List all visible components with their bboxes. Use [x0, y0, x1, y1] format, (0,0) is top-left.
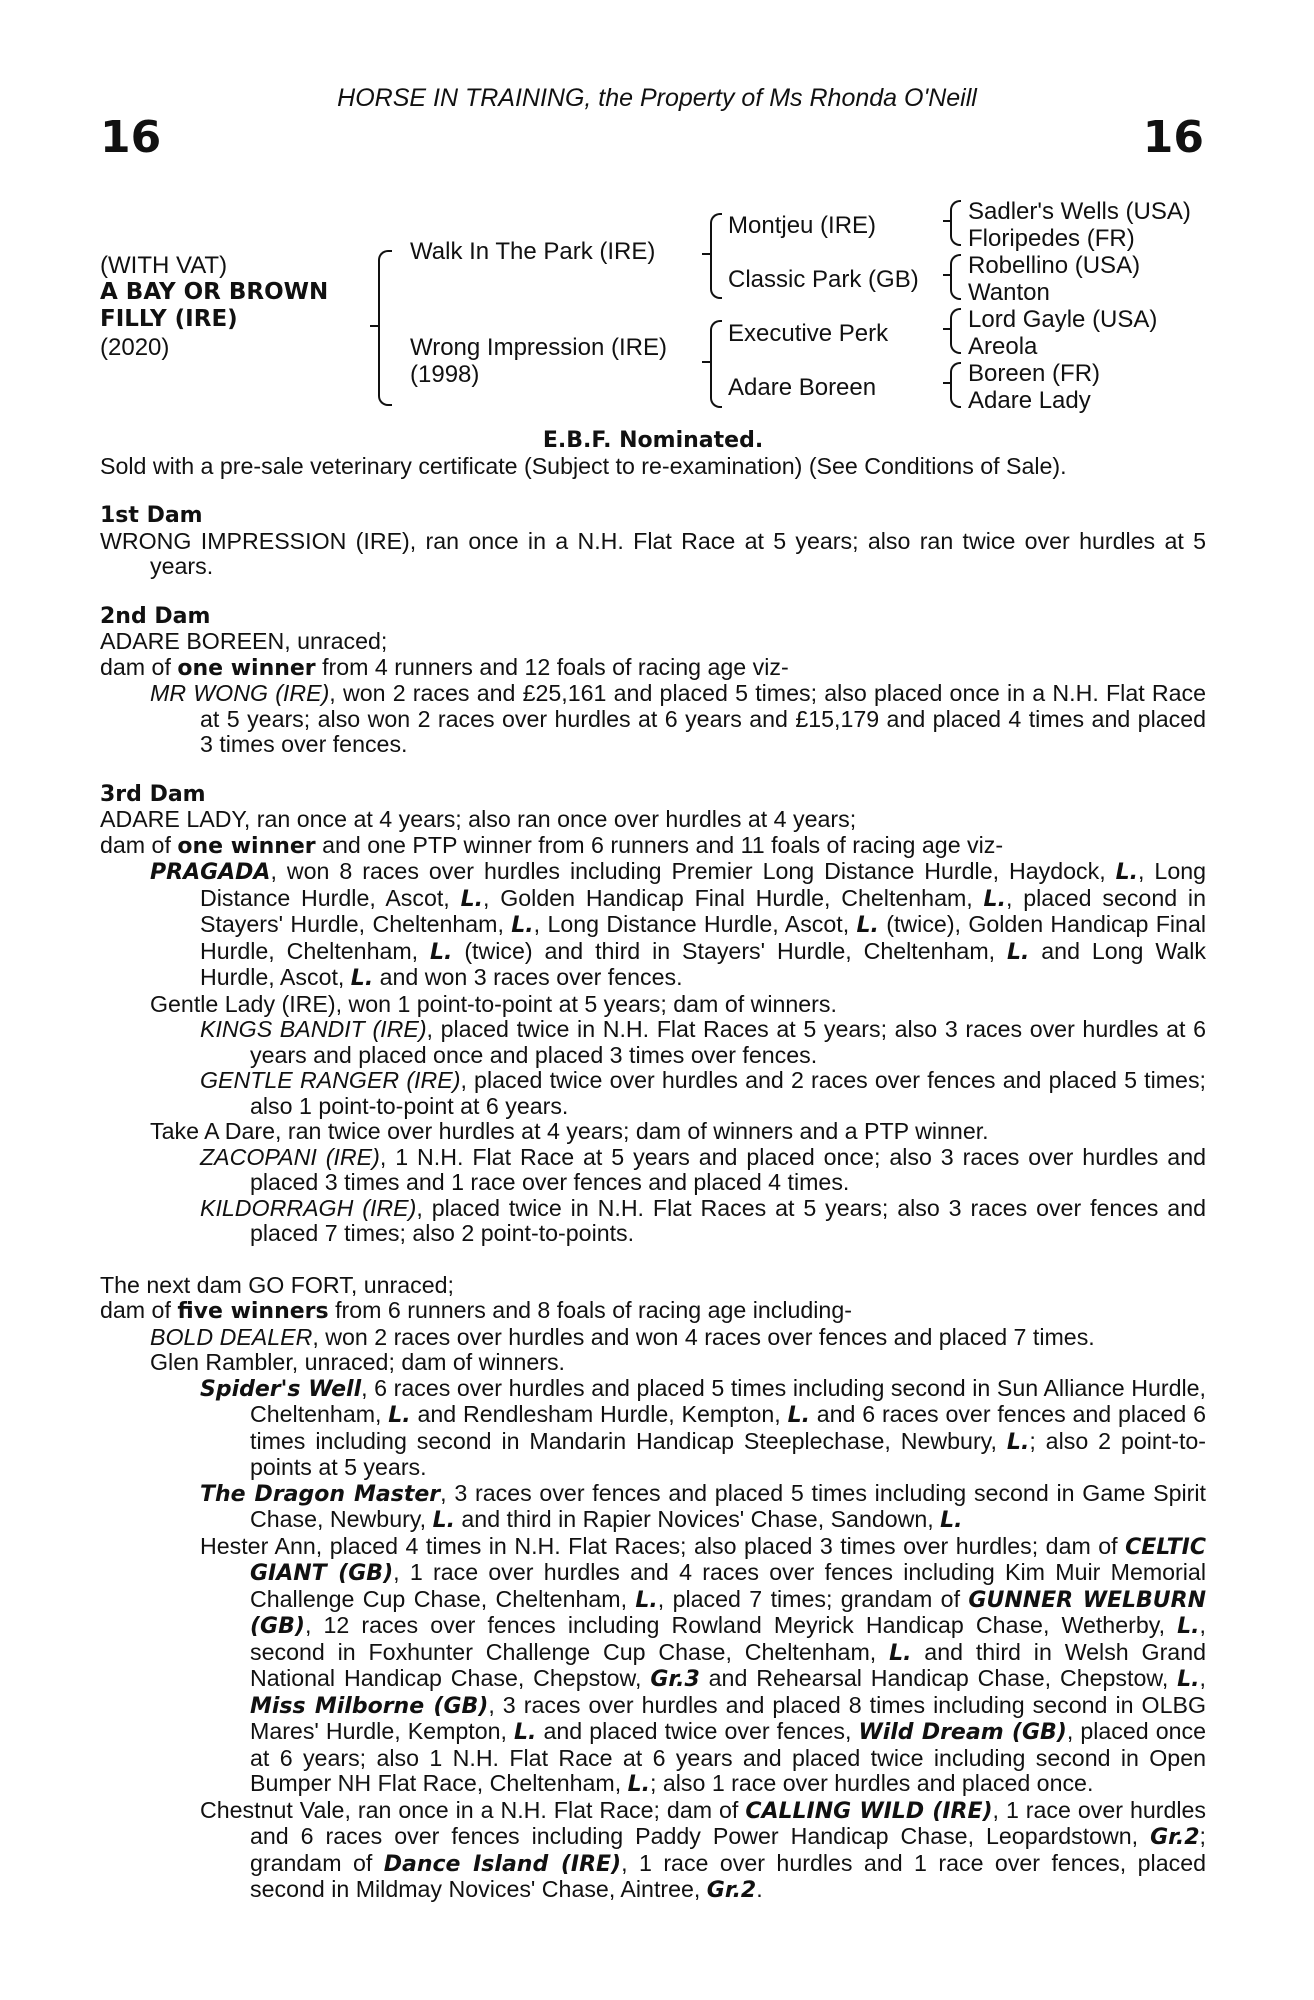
text-span: , 1 N.H. Flat Race at 5 years and placed once; also 3 races over hurdles and placed 3 times and 1 race over fences and placed 4 times.: [250, 1143, 1206, 1195]
pedigree-dam-year: (1998): [410, 361, 480, 388]
text-span: dam of: [100, 653, 178, 680]
horse-name-line1: A BAY OR BROWN: [100, 279, 329, 305]
pedigree-g3-1: Sadler's Wells (USA): [968, 198, 1191, 225]
progeny-kildorragh: [200, 1196, 1206, 1247]
first-dam-heading: 1st Dam: [100, 503, 203, 528]
pedigree-dam: Wrong Impression (IRE): [410, 334, 667, 361]
horse-name: CALLING WILD (IRE): [745, 1798, 993, 1824]
listed-mark: L.: [430, 939, 453, 965]
text-span: , 1 race over hurdles and 1 race over fences, placed second in Mildmay Novices' Chase, Aintree,: [250, 1849, 1206, 1902]
group-mark: Gr.3: [650, 1667, 700, 1692]
group-mark: Gr.2: [1150, 1825, 1200, 1850]
listed-mark: L.: [1006, 939, 1030, 965]
listed-mark: L.: [787, 1403, 810, 1428]
progeny-take-a-dare: Take A Dare, ran twice over hurdles at 4 years; dam of winners and a PTP winner.: [150, 1118, 989, 1144]
pedigree-brace-g3-3-tip: [943, 328, 951, 330]
progeny-kings-bandit: [200, 1017, 1206, 1068]
progeny-mr-wong: [150, 681, 1206, 758]
text-span: , won 8 races over hurdles including Premier Long Distance Hurdle, Haydock,: [270, 858, 1116, 884]
text-span: , won 2 races and £25,161 and placed 5 times; also placed once in a N.H. Flat Race at 5 years; also won 2 races over hurdles at 6 years and £15,179 and placed 4 times and placed 3 times over fences.: [200, 680, 1206, 757]
pedigree-g3-8: Adare Lady: [968, 387, 1091, 414]
text-span: , second in Foxhunter Challenge Cup Chase, Cheltenham,: [250, 1612, 1206, 1665]
progeny-zacopani: [200, 1145, 1206, 1196]
text-span: and Rendlesham Hurdle, Kempton,: [410, 1401, 788, 1427]
progeny-glen-rambler: Glen Rambler, unraced; dam of winners.: [150, 1349, 565, 1375]
pedigree-g3-7: Boreen (FR): [968, 360, 1101, 387]
pedigree-brace-g3-2-tip: [943, 274, 951, 276]
listed-mark: L.: [1006, 1429, 1030, 1455]
horse-name: GUNNER WELBURN (GB): [250, 1587, 1206, 1639]
text-span: and placed twice over fences,: [536, 1718, 859, 1744]
next-dam-line2: [100, 1298, 1206, 1325]
listed-mark: L.: [627, 1772, 650, 1797]
pedigree-sire: Walk In The Park (IRE): [410, 238, 656, 265]
horse-name: Spider's Well: [200, 1376, 362, 1402]
text-span: dam of: [100, 831, 178, 858]
group-mark: Gr.2: [706, 1878, 757, 1903]
winners-count: one winner: [177, 833, 316, 859]
pedigree-brace-dam-tip: [702, 361, 710, 363]
horse-name: ZACOPANI (IRE): [200, 1143, 380, 1170]
pedigree-g3-3: Robellino (USA): [968, 252, 1141, 279]
next-dam-line1: The next dam GO FORT, unraced;: [100, 1271, 454, 1298]
progeny-gentle-lady: Gentle Lady (IRE), won 1 point-to-point at 5 years; dam of winners.: [150, 990, 837, 1017]
first-dam-text: WRONG IMPRESSION (IRE), ran once in a N.H. Flat Race at 5 years; also ran twice over hurdles at 5 years.: [100, 527, 1206, 579]
second-dam-line2: [100, 655, 1206, 682]
text-span: , 12 races over fences including Rowland Meyrick Handicap Chase, Wetherby,: [304, 1612, 1178, 1638]
pedigree-g3-5: Lord Gayle (USA): [968, 306, 1158, 333]
horse-name: MR WONG (IRE): [150, 680, 330, 706]
pedigree-brace-main: [378, 250, 392, 406]
listed-mark: L.: [635, 1587, 658, 1613]
text-span: , placed 7 times; grandam of: [657, 1585, 969, 1612]
listed-mark: L.: [388, 1403, 411, 1428]
horse-name: KILDORRAGH (IRE): [200, 1194, 417, 1221]
text-span: and third in Rapier Novices' Chase, Sandown,: [454, 1506, 941, 1532]
pedigree-brace-main-tip: [370, 325, 378, 327]
text-span: and one PTP winner from 6 runners and 11 foals of racing age viz-: [315, 831, 1004, 858]
horse-name: Miss Milborne (GB): [250, 1693, 489, 1719]
third-dam-line1: ADARE LADY, ran once at 4 years; also ran once over hurdles at 4 years;: [100, 806, 857, 832]
listed-mark: L.: [511, 913, 534, 938]
winners-count: five winners: [177, 1299, 329, 1324]
pedigree-brace-sire-tip: [702, 253, 710, 255]
pedigree-dam-sire: Executive Perk: [728, 320, 889, 347]
progeny-dragon-master: [200, 1481, 1206, 1534]
second-dam-heading: 2nd Dam: [100, 603, 211, 629]
pedigree-brace-g3-1: [950, 200, 961, 246]
listed-mark: L.: [432, 1508, 455, 1533]
progeny-bold-dealer: [150, 1325, 1206, 1351]
pedigree-g3-6: Areola: [968, 333, 1038, 360]
progeny-pragada: [150, 859, 1206, 992]
pedigree-sire-sire: Montjeu (IRE): [728, 212, 877, 239]
pedigree-g3-2: Floripedes (FR): [968, 225, 1135, 252]
text-span: , placed second in Stayers' Hurdle, Cheltenham,: [200, 884, 1206, 937]
text-span: Chestnut Vale, ran once in a N.H. Flat Race; dam of: [200, 1796, 746, 1823]
text-span: and Long Walk Hurdle, Ascot,: [200, 937, 1207, 990]
horse-name: Wild Dream (GB): [858, 1720, 1067, 1745]
text-span: , Long Distance Hurdle, Ascot,: [200, 858, 1207, 911]
listed-mark: L.: [940, 1508, 963, 1533]
third-dam-heading: 3rd Dam: [100, 781, 206, 807]
pedigree-dam-dam: Adare Boreen: [728, 374, 877, 401]
pedigree-brace-g3-4-tip: [943, 382, 951, 384]
lot-number-right: 16: [1142, 112, 1204, 163]
horse-name: CELTIC GIANT (GB): [250, 1534, 1206, 1586]
listed-mark: L.: [1177, 1667, 1200, 1692]
pedigree-brace-dam: [710, 320, 722, 408]
horse-year: (2020): [100, 334, 170, 361]
winners-count: one winner: [177, 655, 316, 681]
text-span: and Rehearsal Handicap Chase, Chepstow,: [699, 1665, 1178, 1691]
pedigree-brace-g3-3: [950, 308, 961, 354]
pedigree-brace-g3-2: [950, 254, 961, 300]
text-span: ; also 2 point-to-points at 5 years.: [250, 1427, 1207, 1480]
listed-mark: L.: [350, 966, 374, 991]
text-span: (twice) and third in Stayers' Hurdle, Cheltenham,: [452, 937, 1007, 964]
listed-mark: L.: [983, 886, 1006, 912]
pedigree-sire-dam: Classic Park (GB): [728, 266, 919, 293]
pedigree-body: [100, 428, 1206, 1904]
text-span: (twice), Golden Handicap Final Hurdle, Cheltenham,: [200, 911, 1206, 964]
listed-mark: L.: [889, 1640, 912, 1666]
listed-mark: L.: [1177, 1614, 1200, 1639]
text-span: , Long Distance Hurdle, Ascot,: [533, 911, 857, 937]
text-span: ; also 1 race over hurdles and placed once.: [649, 1770, 1094, 1796]
listed-mark: L.: [1115, 860, 1139, 885]
horse-name: BOLD DEALER: [150, 1323, 313, 1350]
text-span: dam of: [100, 1297, 178, 1323]
progeny-hester-ann: [200, 1534, 1206, 1798]
text-span: and third in Welsh Grand National Handicap Chase, Chepstow,: [250, 1638, 1206, 1691]
text-span: .: [756, 1876, 763, 1902]
progeny-spiders-well: [200, 1376, 1206, 1481]
text-span: and 6 races over fences and placed 6 times including second in Mandarin Handicap Steeplechase, Newbury,: [250, 1401, 1206, 1454]
text-span: , 1 race over hurdles and 4 races over fences including Kim Muir Memorial Challenge Cup Chase, Cheltenham,: [250, 1559, 1206, 1612]
listed-mark: L.: [514, 1720, 537, 1745]
text-span: , placed once at 6 years; also 1 N.H. Flat Race at 6 years and placed twice including second in Open Bumper NH Flat Race, Cheltenham,: [250, 1718, 1207, 1796]
text-span: from 4 runners and 12 foals of racing age viz-: [315, 653, 789, 680]
progeny-chestnut-vale: [200, 1798, 1206, 1904]
text-span: , 3 races over fences and placed 5 times including second in Game Spirit Chase, Newbury,: [250, 1479, 1207, 1532]
progeny-gentle-ranger: [200, 1068, 1206, 1119]
pedigree-brace-g3-1-tip: [943, 220, 951, 222]
vet-note: Sold with a pre-sale veterinary certificate (Subject to re-examination) (See Conditions of Sale).: [100, 452, 1067, 479]
horse-name: KINGS BANDIT (IRE): [200, 1016, 427, 1042]
page-header: HORSE IN TRAINING, the Property of Ms Rhonda O'Neill: [337, 84, 977, 112]
text-span: ; grandam of: [250, 1823, 1206, 1876]
second-dam-line1: ADARE BOREEN, unraced;: [100, 628, 388, 654]
lot-number-left: 16: [100, 112, 162, 163]
text-span: from 6 runners and 8 foals of racing age including-: [328, 1297, 852, 1323]
horse-vat: (WITH VAT): [100, 252, 228, 279]
horse-name: GENTLE RANGER (IRE): [200, 1067, 461, 1093]
pedigree-g3-4: Wanton: [968, 279, 1050, 306]
text-span: , placed twice over hurdles and 2 races over fences and placed 5 times; also 1 point-to-point at 6 years.: [250, 1067, 1206, 1119]
text-span: , placed twice in N.H. Flat Races at 5 years; also 3 races over hurdles at 6 years and placed once and placed 3 times over fences.: [250, 1016, 1206, 1068]
text-span: , Golden Handicap Final Hurdle, Cheltenham,: [482, 884, 984, 911]
text-span: , 1 race over hurdles and 6 races over fences including Paddy Power Handicap Chase, Leopardstown,: [250, 1796, 1206, 1849]
pedigree-brace-sire: [710, 213, 722, 299]
ebf-nomination: E.B.F. Nominated.: [542, 428, 764, 453]
horse-name: PRAGADA: [150, 860, 271, 885]
horse-name: The Dragon Master: [200, 1481, 441, 1507]
pedigree-brace-g3-4: [950, 362, 961, 408]
text-span: , 6 races over hurdles and placed 5 times including second in Sun Alliance Hurdle, Cheltenham,: [250, 1374, 1206, 1427]
text-span: ,: [1199, 1665, 1206, 1691]
third-dam-line2: [100, 833, 1206, 860]
text-span: , 3 races over hurdles and placed 8 times including second in OLBG Mares' Hurdle, Kempton,: [250, 1691, 1206, 1744]
text-span: , placed twice in N.H. Flat Races at 5 years; also 3 races over fences and placed 7 times; also 2 point-to-points.: [250, 1194, 1206, 1246]
horse-name: Dance Island (IRE): [383, 1851, 622, 1877]
listed-mark: L.: [856, 913, 879, 938]
text-span: , won 2 races over hurdles and won 4 races over fences and placed 7 times.: [312, 1323, 1095, 1350]
horse-name-line2: FILLY (IRE): [100, 306, 238, 332]
text-span: Hester Ann, placed 4 times in N.H. Flat Races; also placed 3 times over hurdles; dam of: [200, 1532, 1126, 1559]
text-span: and won 3 races over fences.: [373, 964, 683, 990]
listed-mark: L.: [460, 886, 483, 912]
